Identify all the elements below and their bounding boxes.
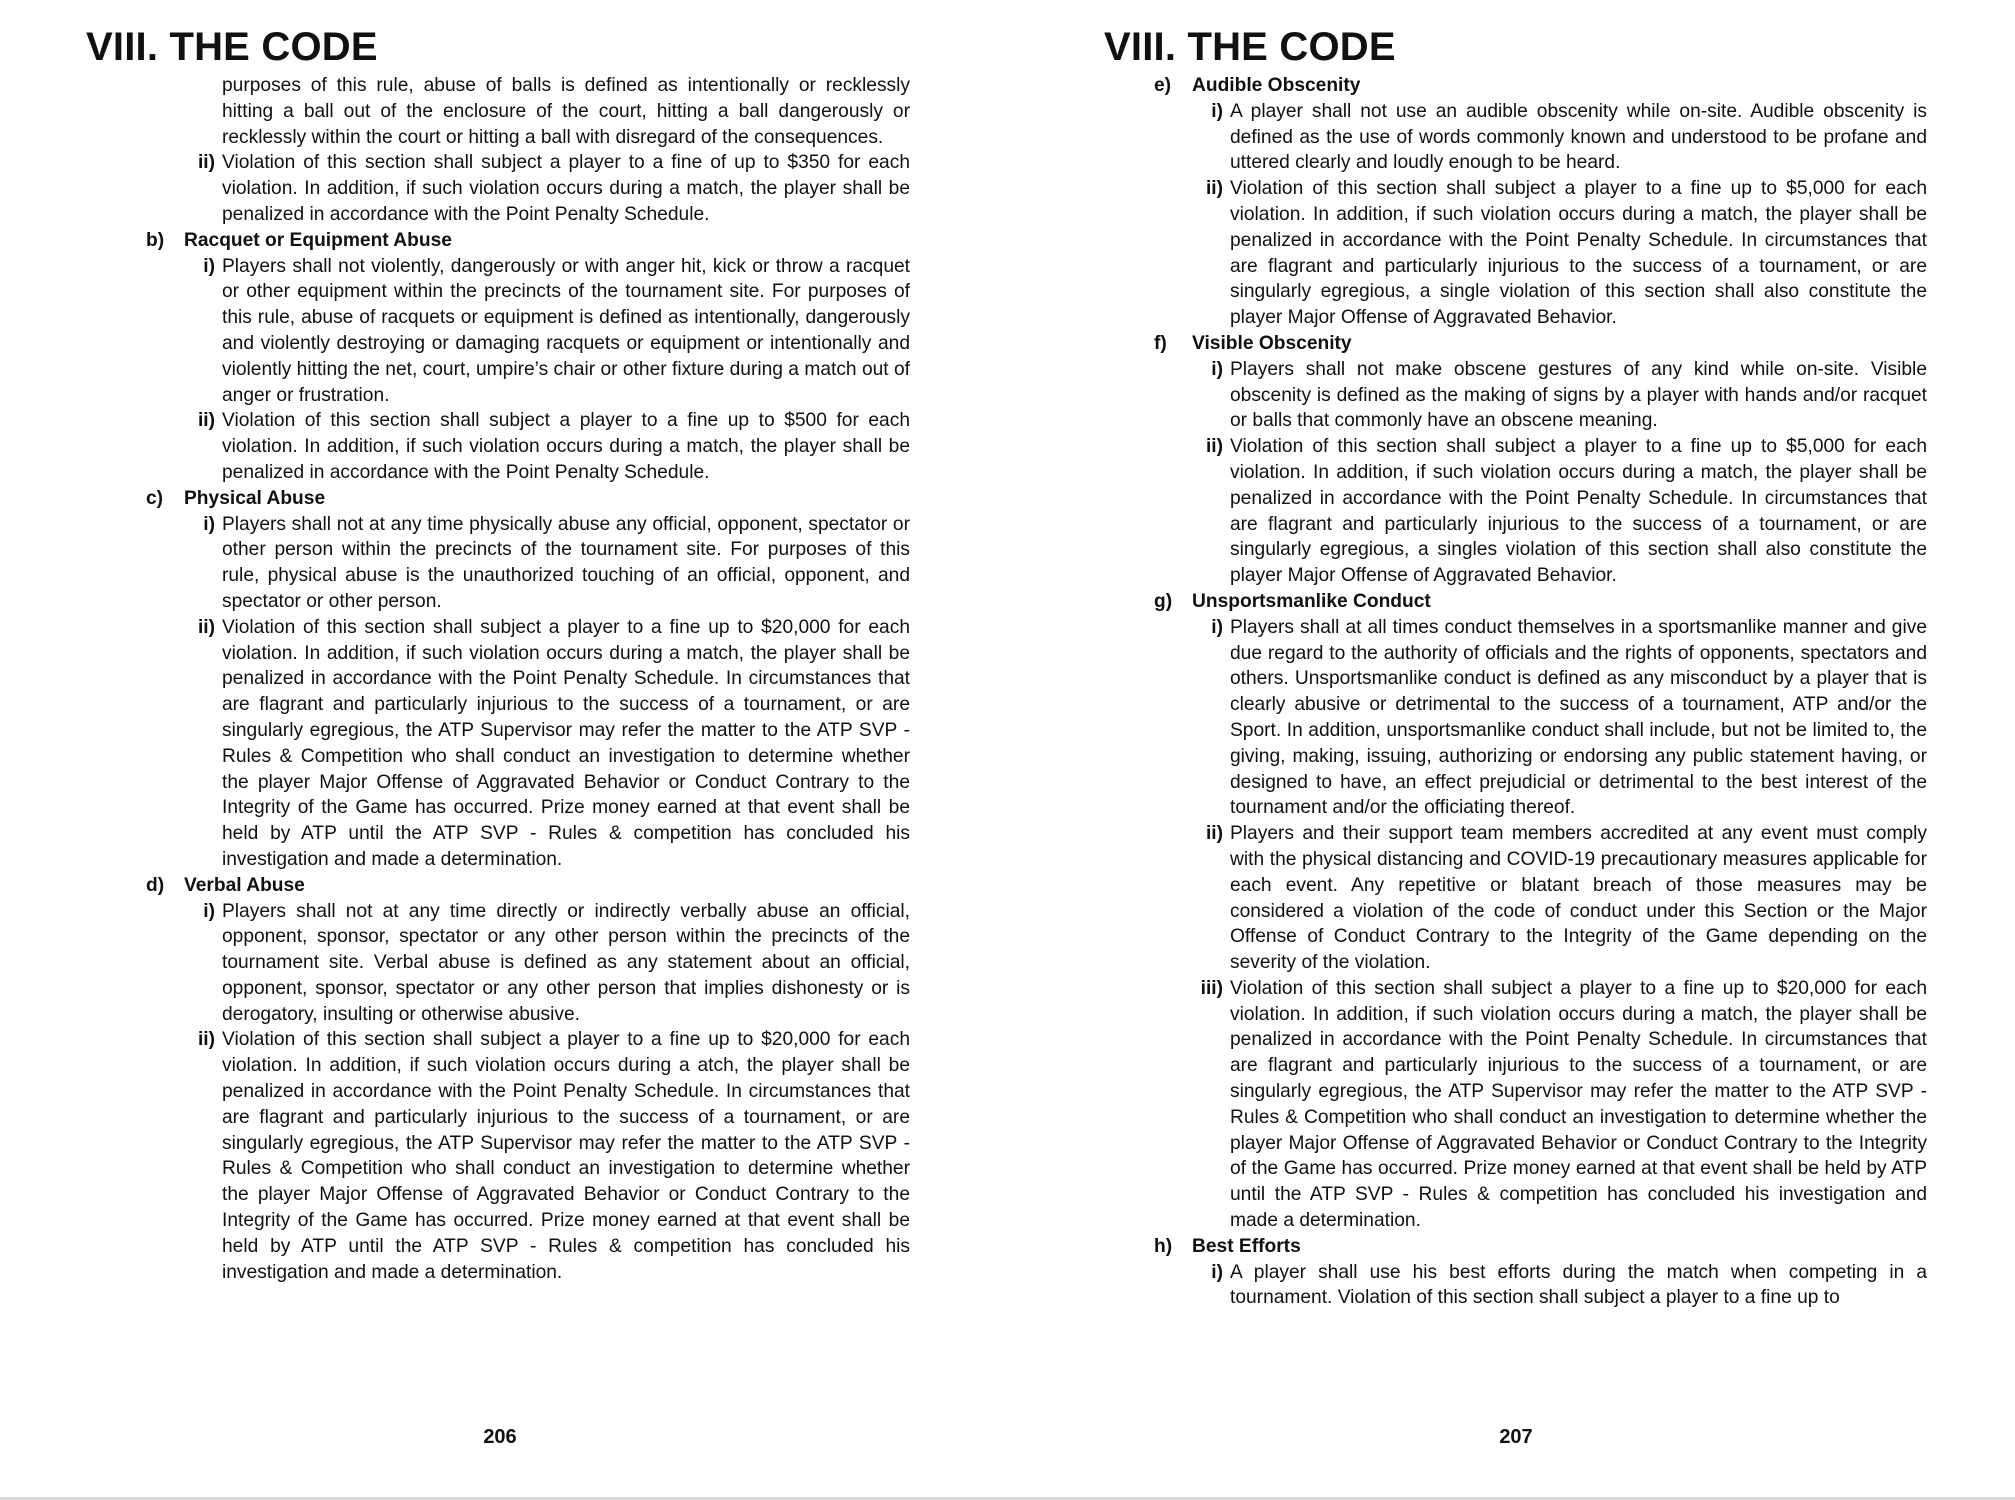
section-letter: f) — [1154, 332, 1167, 354]
item-text: Players shall not at any time directly or indirectly verbally abuse an official, opponent, sponsor, spectator or any other person within the precincts of the tournament site. Verbal abuse is defined as any statement about an official, opponent, sponsor, spectator or any other person that implies dishonesty or is derogatory, insulting or otherwise abusive. — [222, 900, 910, 1025]
section-title: Verbal Abuse — [184, 874, 305, 896]
item-number: ii) — [197, 410, 215, 432]
section-heading-physical-abuse — [146, 486, 910, 512]
section-title: Racquet or Equipment Abuse — [184, 229, 452, 251]
item-text: Players and their support team members accredited at any event must comply with the physical distancing and COVID-19 precautionary measures applicable for each event. Any repetitive or blatant breach of those measures may be considered a violation of the code of conduct under this Section or the Major Offense of Conduct Contrary to the Integrity of the Game depending on the severity of the violation. — [1230, 823, 1927, 974]
rule-item — [1192, 176, 1927, 331]
item-text: Violation of this section shall subject a player to a fine up to $500 for each violation. In addition, if such violation occurs during a match, the player shall be penalized in accordance with the Point Penalty Schedule. — [222, 410, 910, 483]
page-number: 206 — [483, 1426, 517, 1448]
left-page — [0, 0, 1007, 1500]
item-number: iii) — [1200, 977, 1223, 999]
section-letter: c) — [146, 487, 164, 509]
item-text: A player shall use his best efforts during the match when competing in a tournament. Violation of this section shall subject a player to a fine up to — [1230, 1261, 1927, 1309]
item-text: Violation of this section shall subject a player to a fine up to $20,000 for each violation. In addition, if such violation occurs during a match, the player shall be penalized in accordance with the Point Penalty Schedule. In circumstances that are flagrant and particularly injurious to the success of a tournament, or are singularly egregious, the ATP Supervisor may refer the matter to the ATP SVP - Rules & Competition who shall conduct an investigation to determine whether the player Major Offense of Aggravated Behavior or Conduct Contrary to the Integrity of the Game has occurred. Prize money earned at that event shall be held by ATP until the ATP SVP - Rules & competition has concluded his investigation and made a determination. — [222, 616, 910, 870]
section-heading-racquet-abuse — [146, 228, 910, 254]
rule-item — [1192, 99, 1927, 176]
item-number: ii) — [197, 152, 215, 174]
rule-item — [184, 408, 910, 485]
item-text: Players shall not violently, dangerously or with anger hit, kick or throw a racquet or other equipment within the precincts of the tournament site. For purposes of this rule, abuse of racquets or equipment is defined as intentionally, dangerously and violently destroying or damaging racquets or equipment or intentionally and violently hitting the net, court, umpire’s chair or other fixture during a match out of anger or frustration. — [222, 255, 910, 406]
section-heading-verbal-abuse — [146, 873, 910, 899]
item-number: i) — [1211, 100, 1223, 122]
rule-item — [1192, 821, 1927, 976]
item-number: i) — [203, 513, 215, 535]
item-text: Violation of this section shall subject a player to a fine of up to $350 for each violation. In addition, if such violation occurs during a match, the player shall be penalized in accordance with the Point Penalty Schedule. — [222, 152, 910, 225]
item-number: ii) — [197, 1029, 215, 1051]
item-number: i) — [203, 900, 215, 922]
section-heading-audible-obscenity — [1154, 73, 1927, 99]
item-number: ii) — [197, 616, 215, 638]
item-number: ii) — [1205, 436, 1223, 458]
section-title: Unsportsmanlike Conduct — [1192, 590, 1431, 612]
item-number: ii) — [1205, 823, 1223, 845]
item-number: ii) — [1205, 178, 1223, 200]
section-title: Visible Obscenity — [1192, 332, 1352, 354]
rule-item — [1192, 615, 1927, 821]
continuation-paragraph: purposes of this rule, abuse of balls is defined as intentionally or recklessly hitting a ball out of the enclosure of the court, hitting a ball dangerously or recklessly within the court or hitting a ball with disregard of the consequences. — [222, 75, 910, 148]
rule-item — [184, 899, 910, 1028]
item-text: Players shall at all times conduct themselves in a sportsmanlike manner and give due regard to the authority of officials and the rights of opponents, spectators and others. Unsportsmanlike conduct is defined as any misconduct by a player that is clearly abusive or detrimental to the success of a tournament, ATP and/or the Sport. In addition, unsportsmanlike conduct shall include, but not be limited to, the giving, making, issuing, authorizing or endorsing any public statement having, or designed to have, an effect prejudicial or detrimental to the best interest of the tournament and/or the officiating thereof. — [1230, 616, 1927, 819]
section-heading-unsportsmanlike-conduct — [1154, 589, 1927, 615]
page-body — [146, 73, 910, 1285]
section-letter: h) — [1154, 1235, 1173, 1257]
rule-item — [184, 512, 910, 615]
section-title: Best Efforts — [1192, 1235, 1301, 1257]
chapter-heading: VIII. THE CODE — [1104, 25, 1396, 69]
section-heading-visible-obscenity — [1154, 331, 1927, 357]
section-letter: d) — [146, 874, 165, 896]
rule-item — [184, 615, 910, 873]
rule-item — [184, 150, 910, 227]
item-text: Players shall not at any time physically abuse any official, opponent, spectator or other person within the precincts of the tournament site. For purposes of this rule, physical abuse is the unauthorized touching of an official, opponent, and spectator or other person. — [222, 513, 910, 612]
right-page — [1008, 0, 2015, 1500]
item-text: Violation of this section shall subject a player to a fine up to $5,000 for each violation. In addition, if such violation occurs during a match, the player shall be penalized in accordance with the Point Penalty Schedule. In circumstances that are flagrant and particularly injurious to the success of a tournament, or are singularly egregious, a singles violation of this section shall also constitute the player Major Offense of Aggravated Behavior. — [1230, 436, 1927, 587]
page-body — [1154, 73, 1927, 1311]
item-text: Violation of this section shall subject a player to a fine up to $20,000 for each violation. In addition, if such violation occurs during a match, the player shall be penalized in accordance with the Point Penalty Schedule. In circumstances that are flagrant and particularly injurious to the success of a tournament, or are singularly egregious, the ATP Supervisor may refer the matter to the ATP SVP - Rules & Competition who shall conduct an investigation to determine whether the player Major Offense of Aggravated Behavior or Conduct Contrary to the Integrity of the Game has occurred. Prize money earned at that event shall be held by ATP until the ATP SVP - Rules & competition has concluded his investigation and made a determination. — [1230, 977, 1927, 1232]
rule-item — [1192, 357, 1927, 434]
item-text: A player shall not use an audible obscenity while on-site. Audible obscenity is defined as the use of words commonly known and understood to be profane and uttered clearly and loudly enough to be heard. — [1230, 100, 1927, 174]
item-number: i) — [1211, 616, 1223, 638]
item-text: Violation of this section shall subject a player to a fine up to $20,000 for each violation. In addition, if such violation occurs during a atch, the player shall be penalized in accordance with the Point Penalty Schedule. In circumstances that are flagrant and particularly injurious to the success of a tournament, or are singularly egregious, the ATP Supervisor may refer the matter to the ATP SVP - Rules & Competition who shall conduct an investigation to determine whether the player Major Offense of Aggravated Behavior or Conduct Contrary to the Integrity of the Game has occurred. Prize money earned at that event shall be held by ATP until the ATP SVP - Rules & competition has concluded his investigation and made a determination. — [222, 1029, 910, 1283]
section-letter: e) — [1154, 75, 1172, 96]
section-letter: b) — [146, 229, 165, 251]
item-number: i) — [1211, 358, 1223, 380]
rule-item — [184, 1027, 910, 1285]
rule-item — [184, 254, 910, 409]
chapter-heading: VIII. THE CODE — [86, 25, 378, 69]
item-text: Players shall not make obscene gestures of any kind while on-site. Visible obscenity is defined as the making of signs by a player with hands and/or racquet or balls that commonly have an obscene meaning. — [1230, 358, 1927, 432]
item-number: i) — [1211, 1261, 1223, 1283]
item-number: i) — [203, 255, 215, 277]
section-title: Physical Abuse — [184, 487, 326, 509]
section-letter: g) — [1154, 590, 1173, 612]
rule-item — [1192, 434, 1927, 589]
rule-item — [1192, 1260, 1927, 1312]
rule-item — [1192, 976, 1927, 1234]
page-number: 207 — [1499, 1426, 1533, 1448]
section-heading-best-efforts — [1154, 1234, 1927, 1260]
item-text: Violation of this section shall subject a player to a fine up to $5,000 for each violation. In addition, if such violation occurs during a match, the player shall be penalized in accordance with the Point Penalty Schedule. In circumstances that are flagrant and particularly injurious to the success of a tournament, or are singularly egregious, a single violation of this section shall also constitute the player Major Offense of Aggravated Behavior. — [1230, 178, 1927, 329]
section-title: Audible Obscenity — [1192, 75, 1361, 96]
